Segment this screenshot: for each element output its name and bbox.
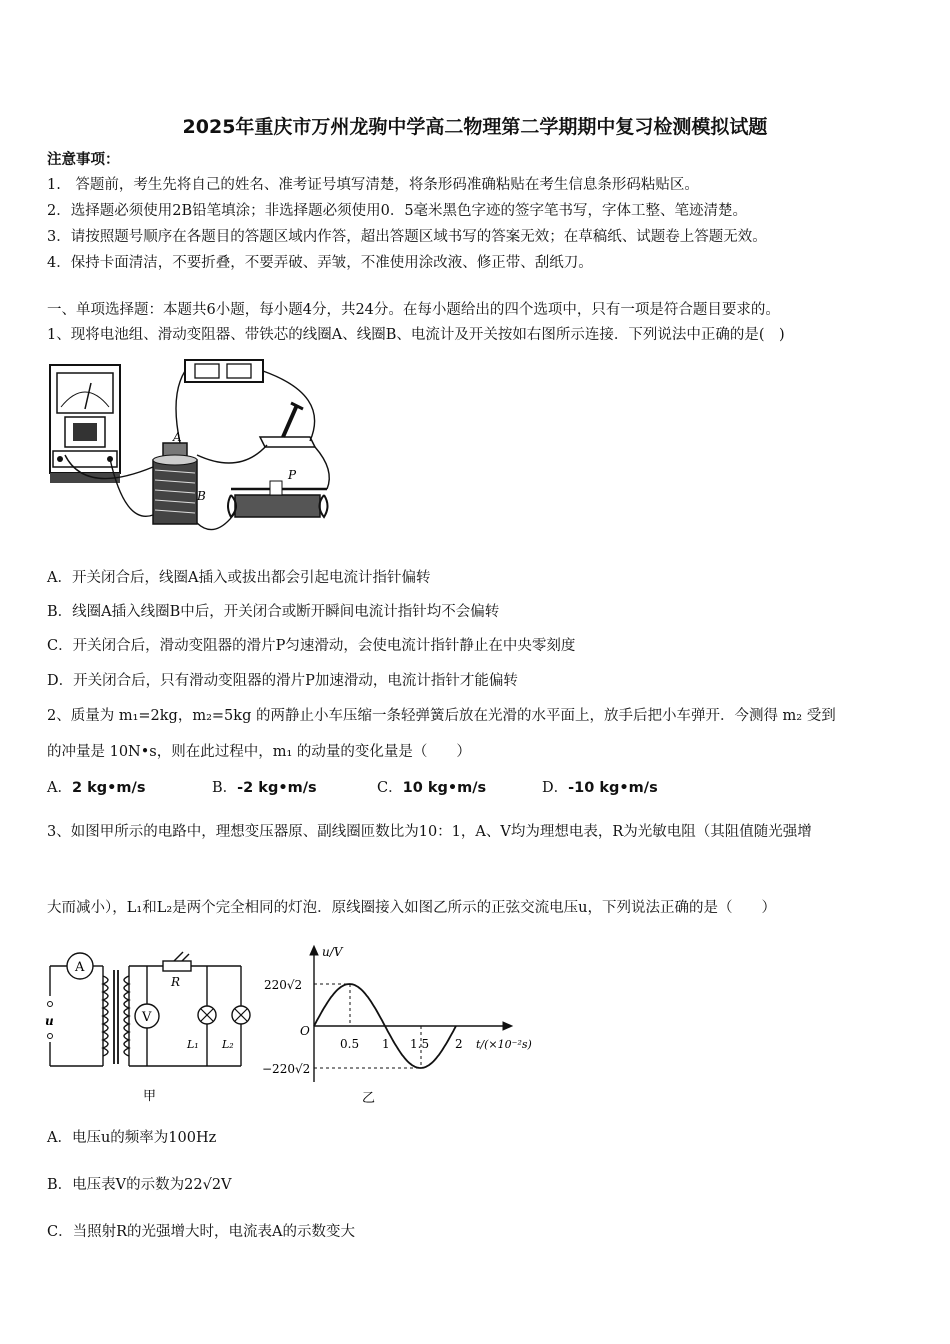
lamp-l1-label: L₁ xyxy=(187,1038,199,1051)
x-tick-label: 0.5 xyxy=(340,1037,360,1051)
option-value: -10 kg•m/s xyxy=(568,780,658,796)
q1-option-c: C．开关闭合后，滑动变阻器的滑片P匀速滑动，会使电流计指针静止在中央零刻度 xyxy=(47,638,576,654)
figure-caption-yi: 乙 xyxy=(362,1091,376,1106)
option-letter: B． xyxy=(212,780,238,796)
q2-stem-line1: 2、质量为 m₁=2kg，m₂=5kg 的两静止小车压缩一条轻弹簧后放在光滑的水平面上，放手后把小车弹开．今测得 m₂ 受到 xyxy=(47,708,836,724)
option-value: 2 kg•m/s xyxy=(71,780,146,796)
x-tick-label: 1.5 xyxy=(410,1037,430,1051)
x-tick-label: 2 xyxy=(455,1037,463,1051)
option-letter: C． xyxy=(377,780,403,796)
x-axis-label: t/(×10⁻²s) xyxy=(476,1038,532,1051)
notice-item: 3．请按照题号顺序在各题目的答题区域内作答，超出答题区域书写的答案无效；在草稿纸、试题卷上答题无效。 xyxy=(47,229,767,245)
q1-option-b: B．线圈A插入线圈B中后，开关闭合或断开瞬间电流计指针均不会偏转 xyxy=(47,604,500,620)
q2-stem-line2: 的冲量是 10N•s，则在此过程中，m₁ 的动量的变化量是（ ） xyxy=(47,744,471,760)
option-value: -2 kg•m/s xyxy=(237,780,317,796)
notice-item: 1. 答题前，考生先将自己的姓名、准考证号填写清楚，将条形码准确粘贴在考生信息条形码粘贴区。 xyxy=(47,177,699,193)
notice-item: 2．选择题必须使用2B铅笔填涂；非选择题必须使用0．5毫米黑色字迹的签字笔书写，字体工整、笔迹清楚。 xyxy=(47,203,748,219)
q3-voltage-graph xyxy=(262,942,542,1112)
q1-option-d: D．开关闭合后，只有滑动变阻器的滑片P加速滑动，电流计指针才能偏转 xyxy=(47,673,518,689)
lamp-l2-label: L₂ xyxy=(222,1038,234,1051)
q2-option-d xyxy=(542,776,658,797)
q3-stem-line2: 大而减小），L₁和L₂是两个完全相同的灯泡．原线圈接入如图乙所示的正弦交流电压u，下列说法正确的是（ ） xyxy=(47,900,776,916)
page-title: 2025年重庆市万州龙驹中学高二物理第二学期期中复习检测模拟试题 xyxy=(182,116,768,138)
notice-heading: 注意事项： xyxy=(47,151,120,168)
option-letter: D． xyxy=(542,780,569,796)
notice-item: 4．保持卡面清洁，不要折叠，不要弄破、弄皱，不准使用涂改液、修正带、刮纸刀。 xyxy=(47,255,593,271)
resistor-r-label: R xyxy=(171,975,181,989)
slider-p-label: P xyxy=(288,468,297,482)
voltmeter-label: V xyxy=(142,1010,152,1025)
q2-option-a xyxy=(47,776,145,797)
q3-option-c: C．当照射R的光强增大时，电流表A的示数变大 xyxy=(47,1224,355,1240)
x-tick-label: 1 xyxy=(382,1037,390,1051)
q3-stem-line1: 3、如图甲所示的电路中，理想变压器原、副线圈匝数比为10：1，A、V均为理想电表，R为光敏电阻（其阻值随光强增 xyxy=(47,824,812,840)
q2-option-c xyxy=(377,776,486,797)
q1-stem: 1、现将电池组、滑动变阻器、带铁芯的线圈A、线圈B、电流计及开关按如右图所示连接．下列说法中正确的是( ) xyxy=(47,327,785,343)
q1-option-a: A．开关闭合后，线圈A插入或拔出都会引起电流计指针偏转 xyxy=(47,570,431,586)
q2-option-b xyxy=(212,776,317,797)
source-u-label: u xyxy=(45,1014,54,1028)
ammeter-label: A xyxy=(75,960,85,975)
q3-option-a: A．电压u的频率为100Hz xyxy=(47,1130,217,1146)
q3-option-b: B．电压表V的示数为22√2V xyxy=(47,1177,232,1193)
figure-caption-jia: 甲 xyxy=(143,1089,157,1104)
q1-apparatus-figure xyxy=(45,355,345,540)
y-axis-label: u/V xyxy=(322,945,343,959)
coil-b-label: B xyxy=(197,489,206,503)
option-value: 10 kg•m/s xyxy=(402,780,487,796)
y-min-label: −220√2 xyxy=(262,1062,311,1076)
coil-a-label: A xyxy=(173,430,182,444)
option-letter: A． xyxy=(47,780,72,796)
y-max-label: 220√2 xyxy=(264,978,303,992)
q3-circuit-figure xyxy=(45,948,255,1108)
section-heading: 一、单项选择题：本题共6小题，每小题4分，共24分。在每小题给出的四个选项中，只有一项是符合题目要求的。 xyxy=(47,302,780,318)
origin-label: O xyxy=(300,1024,310,1038)
